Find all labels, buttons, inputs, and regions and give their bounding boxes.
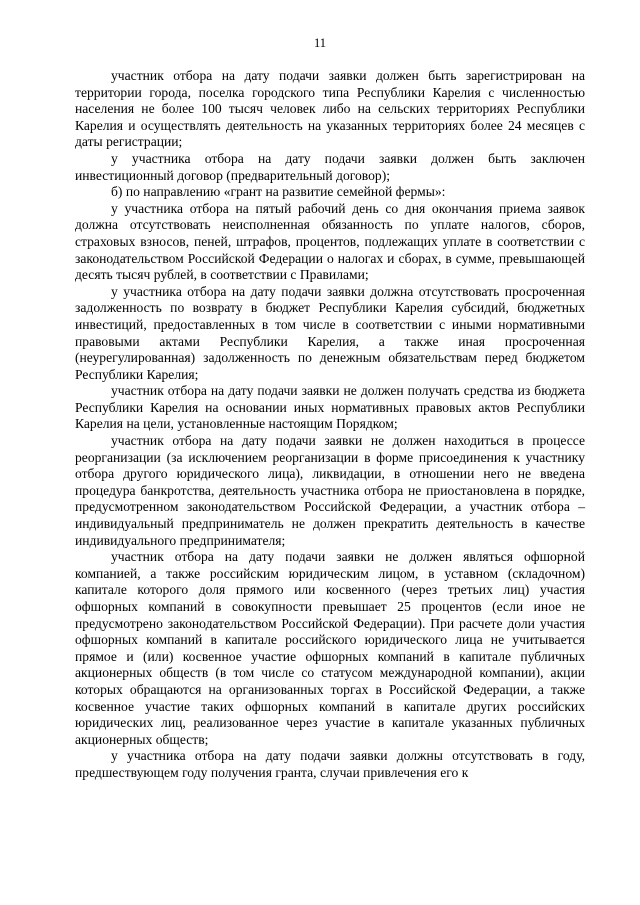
- paragraph-budget-debt: у участника отбора на дату подачи заявки должна отсутствовать просроченная задолженность по возврату в бюджет Республики Карелия субсидий, бюджетных инвестиций, предоставленных в том числе в соответствии с иными нормативными правовыми актами Республики Карелия, а также иная просроченная (неурегулированная) задолженность по денежным обязательствам перед бюджетом Республики Карелия;: [75, 283, 585, 382]
- paragraph-offshore-companies: участник отбора на дату подачи заявки не должен являться офшорной компанией, а также российским юридическим лицом, в уставном (складочном) капитале которого доля прямого или косвенного (через третьих лиц) участия офшорных компаний в совокупности превышает 25 процентов (если иное не предусмотрено законодательством Российской Федерации). При расчете доли участия офшорных компаний в капитале российского юридического лица не учитывается прямое и (или) косвенное участие офшорных компаний в капитале публичных акционерных обществ (в том числе со статусом международной компании), акции которых обращаются на организованных торгах в Российской Федерации, а также косвенное участие таких офшорных компаний в капитале других российских юридических лиц, реализованное через участие в капитале указанных публичных акционерных обществ;: [75, 549, 585, 747]
- paragraph-investment-agreement: у участника отбора на дату подачи заявки должен быть заключен инвестиционный договор (предварительный договор);: [75, 150, 585, 183]
- page-number: 11: [313, 36, 327, 50]
- paragraph-reorganization-liquidation: участник отбора на дату подачи заявки не должен находиться в процессе реорганизации (за исключением реорганизации в форме присоединения к участнику отбора другого юридического лица), ликвидации, в отношении него не введена процедура банкротства, деятельность участника отбора не приостановлена в порядке, предусмотренном законодательством Российской Федерации, а участник отбора – индивидуальный предприниматель не должен прекратить деятельность в качестве индивидуального предпринимателя;: [75, 433, 585, 548]
- paragraph-prior-year-cases: у участника отбора на дату подачи заявки должны отсутствовать в году, предшествующем году получения гранта, случаи привлечения его к: [75, 748, 585, 780]
- document-body: [75, 68, 585, 782]
- paragraph-other-budget-funds: участник отбора на дату подачи заявки не должен получать средства из бюджета Республики Карелия на основании иных нормативных правовых актов Республики Карелия на цели, установленные настоящим Порядком;: [75, 383, 585, 432]
- paragraph-family-farm-heading: б) по направлению «грант на развитие семейной фермы»:: [111, 184, 446, 200]
- paragraph-registration-territory: участник отбора на дату подачи заявки должен быть зарегистрирован на территории города, поселка городского типа Республики Карелия с численностью населения не более 100 тысяч человек либо на сельских территориях Республики Карелия и осуществлять деятельность на указанных территориях более 24 месяцев с даты регистрации;: [75, 68, 585, 150]
- paragraph-tax-obligations: у участника отбора на пятый рабочий день со дня окончания приема заявок должна отсутствовать неисполненная обязанность по уплате налогов, сборов, страховых взносов, пеней, штрафов, процентов, подлежащих уплате в соответствии с законодательством Российской Федерации о налогах и сборах, в сумме, превышающей десять тысяч рублей, в соответствии с Правилами;: [75, 200, 585, 283]
